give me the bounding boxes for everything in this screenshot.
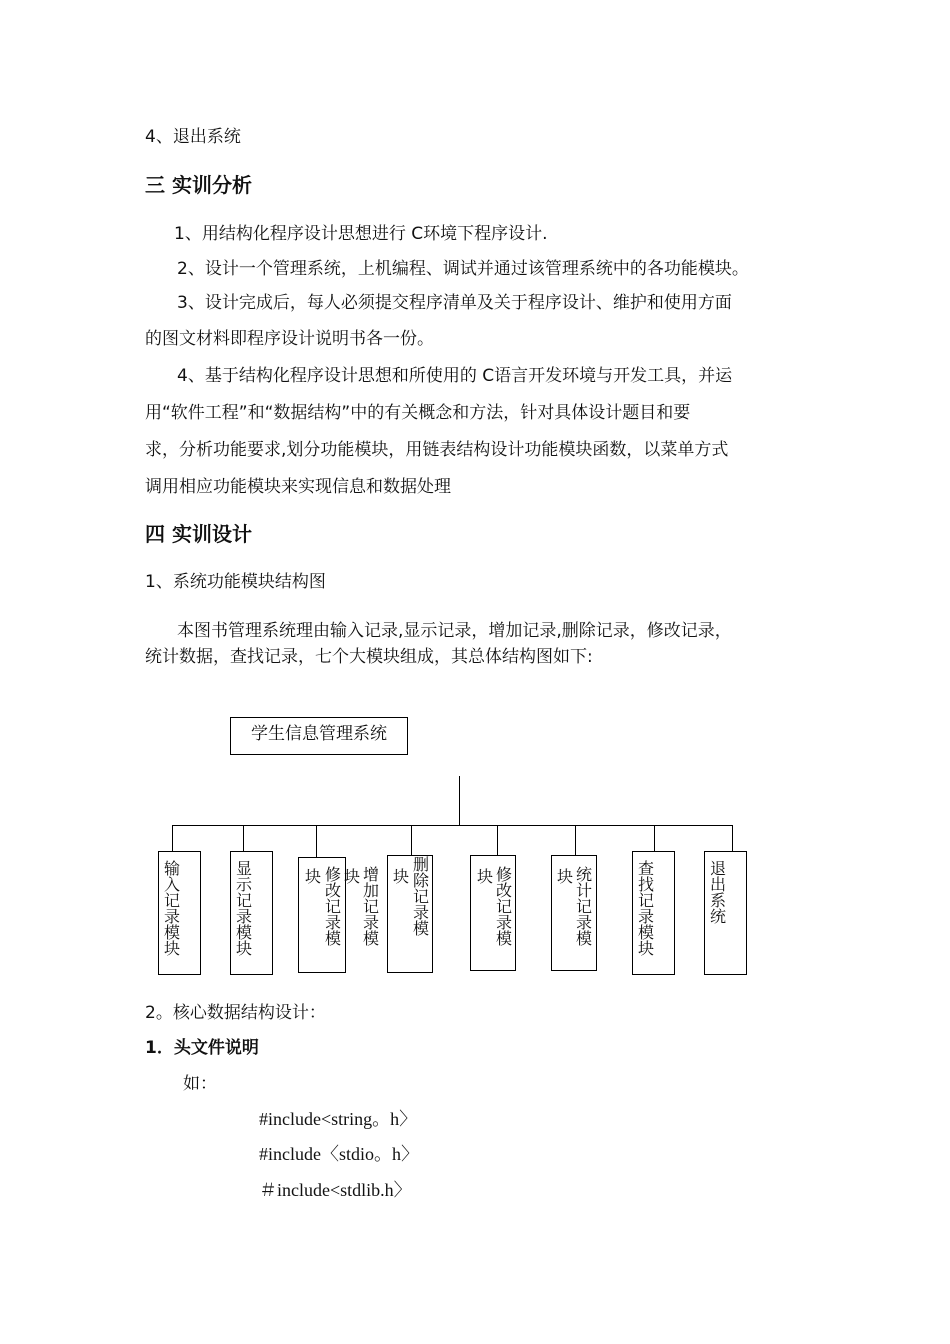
module-label-delete: 删除记录模 bbox=[413, 855, 430, 938]
branch-connector bbox=[497, 825, 498, 855]
analysis-item-4: 4、基于结构化程序设计思想和所使用的 C语言开发环境与开发工具，并运 bbox=[177, 366, 733, 386]
trunk-connector bbox=[459, 776, 460, 825]
branch-connector bbox=[172, 825, 173, 851]
module-label-modify-2: 修改记录模 bbox=[496, 865, 513, 948]
analysis-item-4-cont-2: 求，分析功能要求,划分功能模块，用链表结构设计功能模块函数，以菜单方式 bbox=[145, 440, 729, 460]
module-label-add: 增加记录模 bbox=[363, 865, 380, 948]
stray-char: 块 bbox=[477, 867, 494, 886]
design-item-2: 2。核心数据结构设计： bbox=[145, 1003, 326, 1023]
root-system-box: 学生信息管理系统 bbox=[230, 717, 408, 755]
module-label-modify: 修改记录模 bbox=[325, 865, 342, 948]
module-label-exit: 退出系统 bbox=[710, 859, 727, 926]
branch-connector bbox=[575, 825, 576, 855]
analysis-item-3: 3、设计完成后，每人必须提交程序清单及关于程序设计、维护和使用方面 bbox=[177, 293, 732, 313]
analysis-item-4-cont-3: 调用相应功能模块来实现信息和数据处理 bbox=[145, 477, 451, 497]
section-heading-analysis: 三 实训分析 bbox=[145, 173, 252, 197]
include-line: ＃include<stdlib.h〉 bbox=[259, 1180, 412, 1200]
branch-connector bbox=[316, 825, 317, 857]
example-label: 如： bbox=[183, 1074, 217, 1094]
module-label-search: 查找记录模块 bbox=[638, 859, 655, 958]
design-item-1: 1、系统功能模块结构图 bbox=[145, 572, 326, 592]
include-line: #include〈stdio。h〉 bbox=[259, 1144, 419, 1164]
include-line: #include<string。h〉 bbox=[259, 1109, 418, 1129]
branch-connector bbox=[732, 825, 733, 851]
analysis-item-4-cont-1: 用“软件工程”和“数据结构”中的有关概念和方法，针对具体设计题目和要 bbox=[145, 403, 691, 423]
analysis-item-2: 2、设计一个管理系统，上机编程、调试并通过该管理系统中的各功能模块。 bbox=[177, 259, 749, 279]
horizontal-connector bbox=[172, 825, 733, 826]
stray-char: 块 bbox=[557, 867, 574, 886]
stray-char: 块 bbox=[393, 867, 410, 886]
stray-char: 块 bbox=[344, 867, 361, 886]
branch-connector bbox=[243, 825, 244, 851]
branch-connector bbox=[654, 825, 655, 851]
branch-connector bbox=[411, 825, 412, 855]
exit-item: 4、退出系统 bbox=[145, 127, 241, 147]
module-label-display: 显示记录模块 bbox=[236, 859, 253, 958]
module-label-input: 输入记录模块 bbox=[164, 859, 181, 958]
module-label-stats: 统计记录模 bbox=[576, 865, 593, 948]
header-files-title: 1．头文件说明 bbox=[145, 1038, 259, 1058]
section-heading-design: 四 实训设计 bbox=[145, 522, 252, 546]
analysis-item-3-cont: 的图文材料即程序设计说明书各一份。 bbox=[145, 329, 434, 349]
design-intro: 本图书管理系统理由输入记录,显示记录，增加记录,删除记录，修改记录， bbox=[177, 621, 732, 641]
design-intro-cont: 统计数据，查找记录，七个大模块组成，其总体结构图如下: bbox=[145, 647, 593, 667]
analysis-item-1: 1、用结构化程序设计思想进行 C环境下程序设计. bbox=[174, 224, 548, 244]
stray-char: 块 bbox=[305, 867, 322, 886]
